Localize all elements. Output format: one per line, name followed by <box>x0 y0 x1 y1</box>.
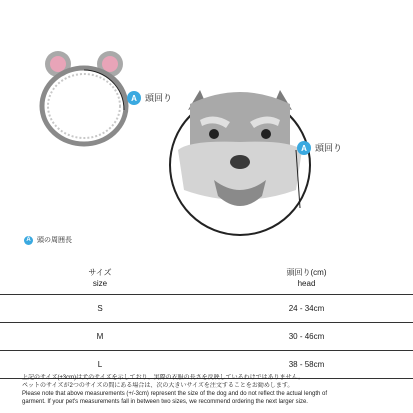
table-header-row <box>0 262 413 295</box>
size-cell: S <box>0 295 200 323</box>
note-line: 上記のサイズ(±3cm)は犬のサイズを示しており、実際の衣服の長さを反映しているわけではありません。 <box>22 375 305 381</box>
headband-illustration <box>42 51 126 144</box>
size-cell: L <box>0 351 200 379</box>
badge-letter-big: A <box>301 144 307 153</box>
head-cell: 30 - 46cm <box>200 323 413 351</box>
size-notes <box>22 374 412 406</box>
dog-head-illustration <box>170 90 310 235</box>
headband-measure-marker <box>127 91 172 105</box>
size-table <box>0 262 413 379</box>
head-measure-marker <box>297 141 342 155</box>
head-cell: 38 - 58cm <box>200 351 413 379</box>
size-cell: M <box>0 323 200 351</box>
table-row <box>0 323 413 351</box>
note-line: ペットのサイズが2つのサイズの間にある場合は、次の大きいサイズを注文することをお勧めします。 <box>22 383 294 389</box>
note-line: Please note that above measurements (+/-3cm) represent the size of the dog and do not reflect the actual length of <box>22 391 328 397</box>
size-column-header: サイズ size <box>0 262 200 295</box>
head-column-header: 頭回り(cm) head <box>200 262 413 295</box>
dog-head-label: 頭回り <box>315 143 343 153</box>
legend-badge: A <box>24 236 33 245</box>
note-line: garment. If your pet's measurements fall in between two sizes, we recommend ordering the next larger size. <box>22 399 308 405</box>
badge-letter-small: A <box>131 94 137 103</box>
legend <box>24 235 72 245</box>
head-cell: 24 - 34cm <box>200 295 413 323</box>
table-row <box>0 295 413 323</box>
legend-text: 頭の周囲長 <box>37 237 72 244</box>
headband-head-label: 頭回り <box>145 93 173 103</box>
